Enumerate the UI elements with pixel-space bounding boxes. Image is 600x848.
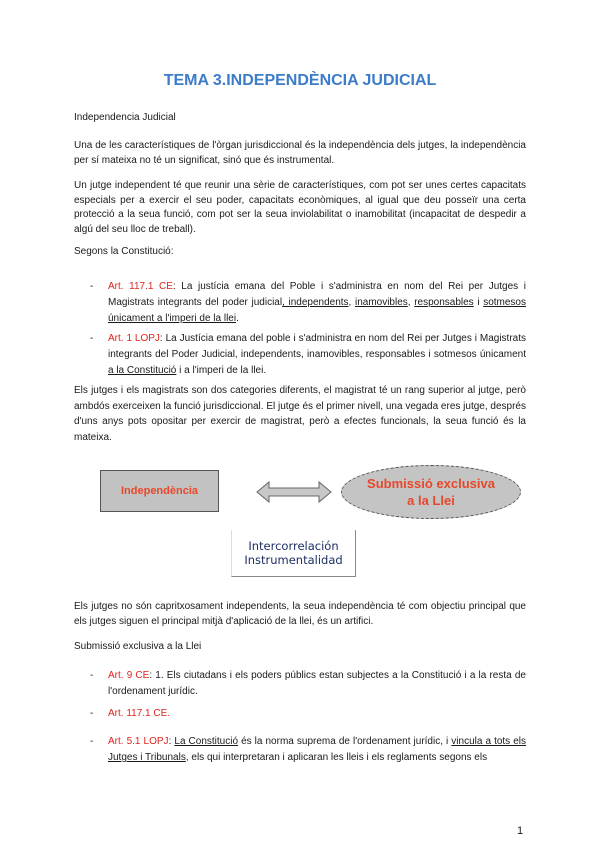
list-item — [90, 331, 526, 379]
article-ref: Art. 1 LOPJ — [108, 333, 160, 344]
underlined-text: a la Constitució — [108, 365, 177, 376]
text: . — [236, 313, 239, 324]
paragraph: Els jutges no són capritxosament independents, la seua independència té com objectiu principal que els jutges siguen el principal mitjà d'aplicació de la llei, és un artifici. — [74, 601, 526, 627]
text: , — [407, 297, 415, 308]
bullet-dash: - — [90, 281, 94, 292]
paragraph: Segons la Constitució: — [74, 246, 174, 257]
article-ref: Art. 117.1 CE — [108, 281, 173, 292]
bullet-dash: - — [90, 670, 94, 681]
bullet-dash: - — [90, 333, 94, 344]
correlation-box — [231, 530, 356, 577]
text: , els qui interpretaran i aplicaran les lleis i els reglaments segons els — [185, 752, 488, 763]
list-item — [90, 706, 526, 722]
text: i a l'imperi de la llei. — [176, 365, 267, 376]
article-ref: Art. 5.1 LOPJ — [108, 736, 169, 747]
underlined-text: vincula a tots els Jutges i Tribunals — [108, 736, 527, 763]
list-item — [90, 734, 526, 766]
article-ref: Art. 9 CE — [108, 670, 150, 681]
text: : 1. Els ciutadans i els poders públics estan subjectes a la Constitució i a la resta de l'ordenament jurídic. — [108, 670, 526, 697]
box-line: Intercorrelación — [248, 539, 339, 553]
underlined-text: sotmesos únicament a l'imperi de la llei — [108, 297, 526, 324]
paragraph: Els jutges i els magistrats son dos categories diferents, el magistrat té un rang superior al jutge, però ambdós exerceixen la funció jurisdiccional. El jutge és el primer nivell, una vegada eres jutge, després d'uns anys pots opositar per exercir de magistrat, però a efectes funcionals, la seua funció és la mateixa. — [74, 385, 526, 443]
bullet-dash: - — [90, 736, 94, 747]
underlined-text: La Constitució — [174, 736, 239, 747]
ellipse-line: Submissió exclusiva — [367, 476, 495, 491]
underlined-text: inamovibles — [354, 297, 408, 308]
list-item — [90, 279, 526, 327]
list-item — [90, 668, 526, 700]
text: , — [348, 297, 355, 308]
text: : — [168, 736, 175, 747]
text: : La justícia emana del Poble i s'administra en nom del Rei per Jutges i Magistrats integrants del poder judicial — [108, 281, 526, 308]
page-title: TEMA 3.INDEPENDÈNCIA JUDICIAL — [163, 72, 437, 89]
bullet-dash: - — [90, 708, 94, 719]
independence-box: Independència — [100, 470, 219, 512]
ellipse-line: a la Llei — [407, 493, 455, 508]
text: i — [473, 297, 484, 308]
text: és la norma suprema de l'ordenament jurídic, i — [238, 736, 452, 747]
section-heading: Submissió exclusiva a la Llei — [74, 641, 202, 652]
box-line: Instrumentalidad — [244, 553, 343, 567]
text: : La Justícia emana del poble i s'administra en nom del Rei per Jutges i Magistrats integrants del Poder Judicial, independents, inamovibles, responsables i sotmesos únicament — [108, 333, 526, 360]
underlined-text: responsables — [414, 297, 474, 308]
paragraph: Una de les característiques de l'òrgan jurisdiccional és la independència dels jutges, la independència per sí mateixa no té un significat, sinó que és instrumental. — [74, 140, 526, 166]
submission-ellipse — [341, 465, 521, 519]
double-arrow-icon — [255, 480, 335, 504]
section-heading: Independencia Judicial — [74, 112, 176, 123]
underlined-text: , independents — [282, 297, 349, 308]
paragraph: Un jutge independent té que reunir una sèrie de característiques, com pot ser unes certes capacitats especials per a exercir el seu poder, capacitats econòmiques, al igual que deu posseïr una certa protecció a la seua funció, com pot ser la seua inviolabilitat o inamobilitat (incapacitat de despedir a algú del seu lloc de treball). — [74, 180, 526, 235]
article-ref: Art. 117.1 CE. — [108, 708, 171, 719]
page-number: 1 — [517, 825, 524, 837]
